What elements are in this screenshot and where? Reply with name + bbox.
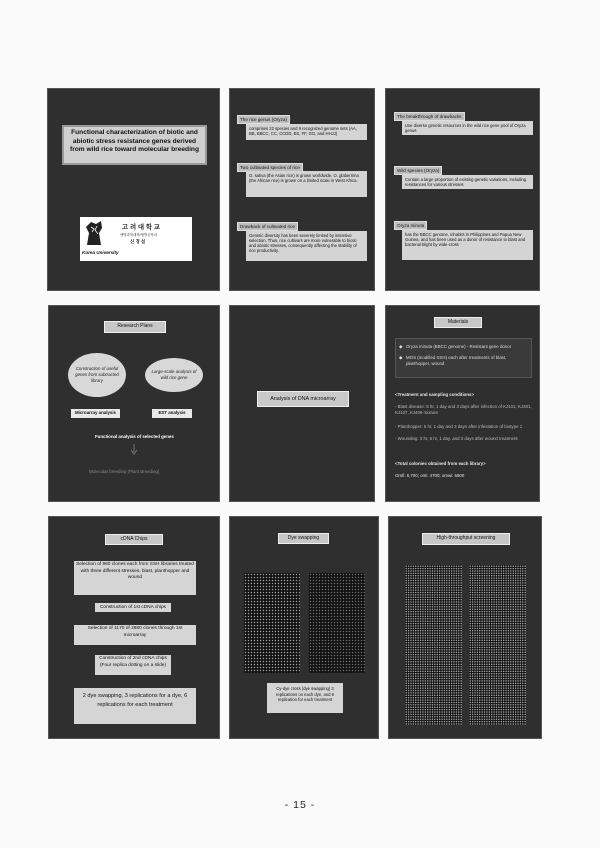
condition-wounding: - Wounding: 3 hr, 6 hr, 1 day, and 3 days after wound treatment [395,436,518,441]
section-label: The rice genus (Oryza) [237,115,290,124]
bullet-icon: ◆ [399,355,403,360]
section-label: Wild species (Oryza) [394,166,442,175]
section-label: The breakthrough of drawbacks [394,112,465,121]
slide-dye-swapping [229,516,379,739]
slide-materials [385,305,540,502]
section-label: Two cultivated species of rice [237,163,303,172]
step-selection-960: Selection of 960 clones each from SSH libraries treated with three different stresses, blast, planthopper and wound [74,561,196,595]
tiger-emblem-icon [83,219,105,247]
conditions-title: <Treatment and sampling conditions> [395,392,475,397]
page-number: - 15 - [284,799,316,811]
section-label: Oryza minuta [394,221,427,230]
section-text: has the BBCC genome, inhabits in Philippines and Papua New Guinea, and has been used as a donor of resistance to blast and bacterial blight by wide-cross [402,230,533,260]
logo-korean-name: 고 려 대 학 교 [122,224,160,231]
section-text: Use diverse genetic resources in the wild rice gene pool of Oryza genus [402,121,533,135]
slide-header: Dye swapping [278,533,329,544]
step-dye-swapping: 2 dye swapping, 3 replications for a dye, 6 replications for each treatment [74,688,196,724]
materials-box [395,338,532,378]
slide-rice-genus [229,88,375,291]
logo-author: 신 경 섭 [130,239,146,244]
slide-header: Materials [434,317,482,328]
section-label: Drawback of cultivated rice [237,222,298,231]
bullet-icon: ◆ [399,344,403,349]
microarray-image-cy5 [309,573,365,673]
logo-department: 생명과학대학/생명공학과 [120,233,157,237]
slide-header: cDNA Chips [105,534,163,545]
section-text: Genetic diversity has been severely limited by intensive selection. Thus, rice cultivars are more vulnerable to biotic and abiotic stresses, consequently affecting the stability of rice productivity. [246,231,367,261]
est-analysis-box: EST analysis [152,409,192,418]
slide-high-throughput [388,516,542,739]
slide-title-box: Analysis of DNA microarray [257,391,349,407]
slide-title-text: Functional characterization of biotic and abiotic stress resistance genes derived from wild rice toward molecular breeding [62,125,207,165]
functional-analysis-text: Functional analysis of selected genes [95,434,174,439]
microarray-image-cy3 [244,573,300,673]
screening-array-left [405,565,462,725]
down-arrow-icon [129,444,139,456]
ellipse-large-scale: Large-scale analysis of wild rice gene [145,358,203,392]
slide-research-plans [48,305,220,502]
step-first-chips: Construction of 1st cDNA chips [95,603,171,612]
slide-header: Research Plans [104,321,166,333]
slide-microarray-analysis [229,305,375,502]
materials-bullet-1: Oryza minuta (BBCC genome) - Resistant gene donor [406,344,512,349]
materials-bullet-2: MOS (modified SSH) each after treatments of blast, planthopper, wound [406,355,507,366]
slide-cdna-chips [48,516,220,739]
step-selection-1170: Selection of 1170 of 2880 clones through 1st microarray [74,625,196,645]
step-second-chips: Construction of 2nd cDNA chips (Four replica dotting on a slide) [95,655,171,675]
microarray-analysis-box: Microarray analysis [71,409,120,418]
condition-planthopper: - Planthopper: 6 hr, 1 day and 3 days after infestation of biotype 1 [395,424,523,429]
slide-title [47,88,220,291]
slide-header: High-throughput screening [422,533,510,545]
section-text: O. sativa (the Asian rice) is grown worldwide. O. glaberrima (the African rice) is grown on a limited scale in West Africa. [246,171,367,197]
slide-breakthrough [385,88,540,291]
logo-university: Korea University [82,250,119,255]
section-text: comprises 22 species and 9 recognized genome sets (AA, BB, BBCC, CC, CCDD, EE, FF, GG, and HHJJ) [246,124,367,140]
condition-blast: - Blast disease: 6 hr, 1 day and 3 days after infection of KJ101, KJ301, KJ107, KJ409 mixture [395,404,532,415]
dye-swapping-caption: Cy-dye cross (dye swapping) 3 replications on each dye, and 6 replication for each treatment [267,683,343,713]
screening-array-right [469,565,526,725]
ellipse-useful-genes: Construction of useful genes from subtracted library [68,353,126,397]
university-logo-block [80,217,192,261]
total-colonies-title: <Total colonies obtained from each library> [395,461,486,466]
molecular-breeding-text: Molecular breeding (Plant Breeding) [89,469,160,474]
total-colonies-values: Omfi: 6,700; omi: 4700; omwi: 5500 [395,473,465,478]
section-text: Contain a large proportion of existing genetic variations, including resistances for various stresses [402,175,533,189]
